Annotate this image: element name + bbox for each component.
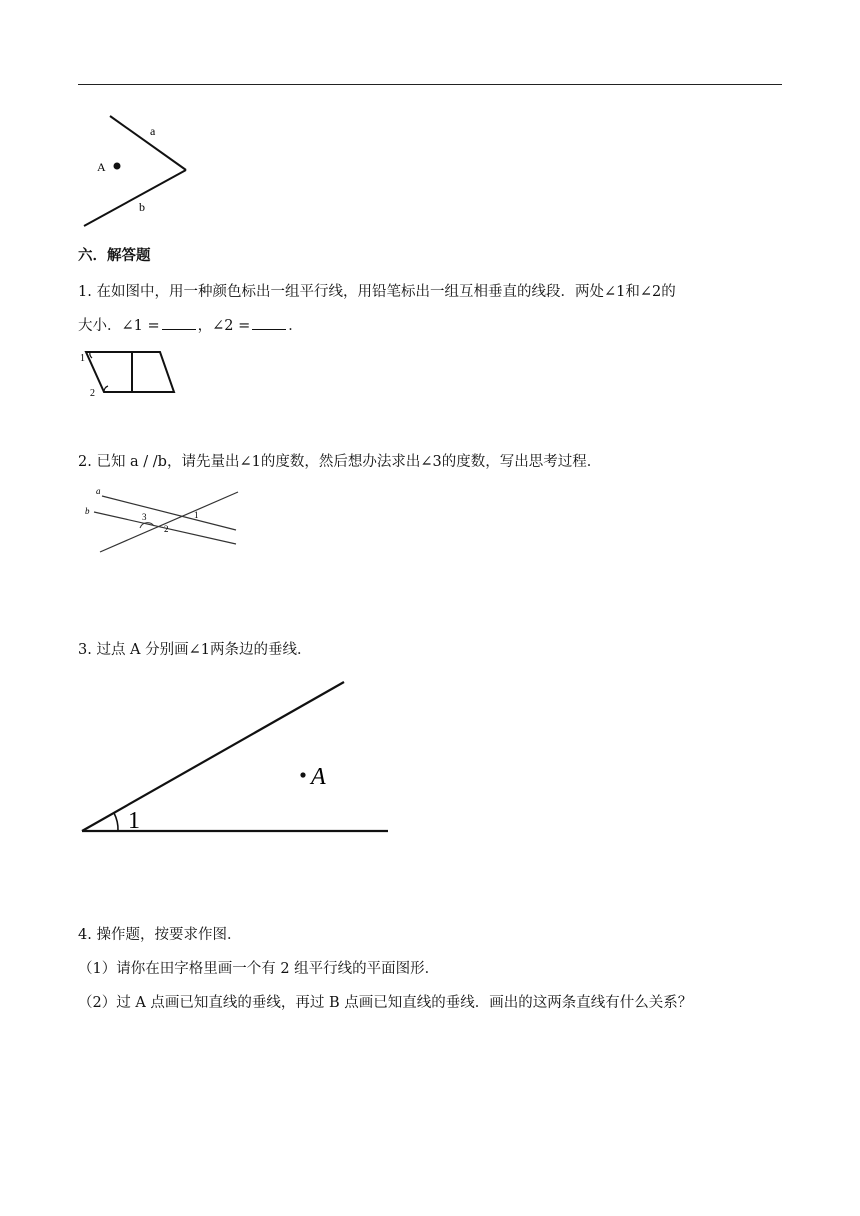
fig-label-a: a bbox=[96, 486, 101, 496]
answer-blank-1[interactable] bbox=[162, 315, 196, 330]
angle-upper-ray bbox=[82, 682, 344, 831]
fig-label-2: 2 bbox=[90, 388, 95, 399]
angle-1-figure bbox=[78, 676, 394, 838]
q1-line2-prefix: 大小．∠1 = bbox=[78, 318, 160, 334]
section-title: 六．解答题 bbox=[78, 248, 151, 264]
angle-1-arc bbox=[114, 813, 118, 831]
parallelogram-figure bbox=[78, 348, 188, 400]
header-rule bbox=[78, 84, 782, 85]
fig-label-1: 1 bbox=[80, 353, 85, 364]
fig-label-1: 1 bbox=[194, 510, 199, 520]
fig-label-2: 2 bbox=[164, 524, 169, 534]
q2-text: 2. 已知 a / /b，请先量出∠1的度数，然后想办法求出∠3的度数，写出思考过程． bbox=[78, 454, 602, 470]
q4-title: 4. 操作题，按要求作图． bbox=[78, 927, 242, 943]
q3-text: 3. 过点 A 分别画∠1两条边的垂线． bbox=[78, 642, 312, 658]
q4-part2: （2）过 A 点画已知直线的垂线，再过 B 点画已知直线的垂线．画出的这两条直线有什么关系？ bbox=[78, 995, 693, 1011]
fig-label-3: 3 bbox=[142, 512, 147, 522]
parallel-lines-figure bbox=[80, 484, 245, 556]
fig-label-b: b bbox=[85, 506, 90, 516]
angle-figure-top bbox=[80, 108, 200, 230]
q1-line2-suffix: ． bbox=[288, 318, 303, 334]
point-a-dot bbox=[114, 163, 121, 170]
label-a: a bbox=[150, 124, 156, 138]
q1-line2 bbox=[78, 315, 303, 336]
q1-line2-mid: ，∠2 = bbox=[197, 318, 251, 334]
q1-line1: 1. 在如图中，用一种颜色标出一组平行线，用铅笔标出一组互相垂直的线段．两处∠1和∠2的 bbox=[78, 284, 676, 300]
q4-part1: （1）请你在田字格里画一个有 2 组平行线的平面图形． bbox=[78, 961, 440, 977]
fig-label-A: A bbox=[311, 764, 326, 790]
answer-blank-2[interactable] bbox=[252, 315, 286, 330]
parallelogram-shape bbox=[86, 352, 174, 392]
ray-b bbox=[84, 170, 186, 226]
label-point-a: A bbox=[97, 160, 106, 174]
point-a-dot bbox=[300, 772, 305, 777]
label-b: b bbox=[139, 200, 145, 214]
fig-label-1: 1 bbox=[128, 808, 140, 834]
ray-a bbox=[110, 116, 186, 170]
